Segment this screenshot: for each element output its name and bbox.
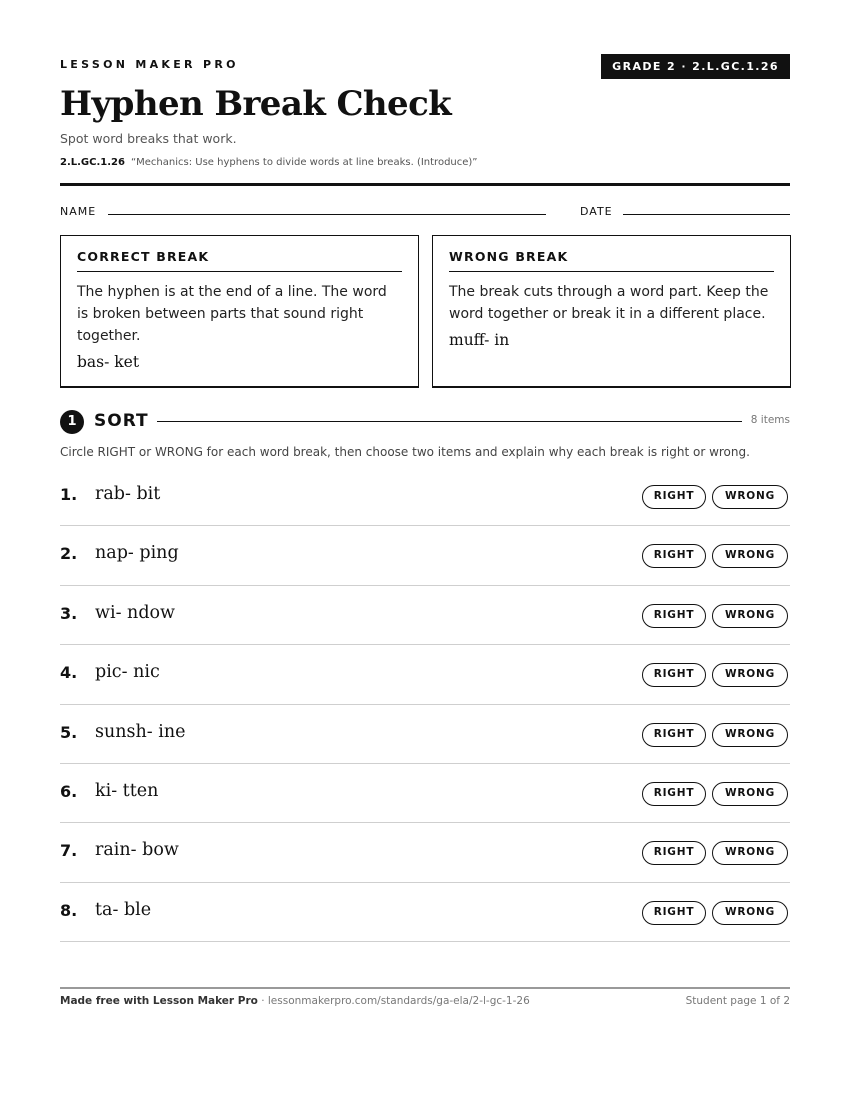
name-field[interactable]: [108, 214, 546, 215]
item-word: pic- nic: [95, 662, 160, 683]
right-choice[interactable]: RIGHT: [642, 485, 706, 509]
wrong-choice[interactable]: WRONG: [712, 901, 788, 925]
right-choice[interactable]: RIGHT: [642, 544, 706, 568]
item-number: 3.: [60, 603, 78, 623]
list-item: [60, 705, 790, 764]
page-subtitle: Spot word breaks that work.: [60, 131, 237, 146]
section-number-badge: 1: [60, 410, 84, 434]
item-number: 6.: [60, 781, 78, 801]
list-item: [60, 467, 790, 526]
page-title: Hyphen Break Check: [60, 84, 452, 124]
wrong-choice[interactable]: WRONG: [712, 544, 788, 568]
item-number: 2.: [60, 544, 78, 564]
instructions: Circle RIGHT or WRONG for each word break, then choose two items and explain why each break is right or wrong.: [60, 445, 750, 459]
list-item: [60, 586, 790, 645]
wrong-choice[interactable]: WRONG: [712, 604, 788, 628]
wrong-choice[interactable]: WRONG: [712, 841, 788, 865]
wrong-choice[interactable]: WRONG: [712, 782, 788, 806]
item-number: 7.: [60, 841, 78, 861]
item-number: 1.: [60, 485, 78, 504]
list-item: [60, 645, 790, 704]
item-word: nap- ping: [95, 543, 179, 564]
item-word: ta- ble: [95, 899, 152, 920]
date-field[interactable]: [623, 214, 790, 215]
wrong-choice[interactable]: WRONG: [712, 663, 788, 687]
right-choice[interactable]: RIGHT: [642, 604, 706, 628]
wrong-choice[interactable]: WRONG: [712, 485, 788, 509]
standard-code: 2.L.GC.1.26: [60, 157, 125, 168]
item-word: wi- ndow: [95, 602, 176, 623]
item-number: 5.: [60, 722, 78, 742]
card-title: WRONG BREAK: [449, 249, 774, 272]
item-word: rain- bow: [95, 840, 179, 861]
header-divider: [60, 183, 790, 186]
date-label: DATE: [580, 205, 613, 218]
card-text: The break cuts through a word part. Keep the word together or break it in a different place.: [449, 284, 769, 322]
standard-line: [60, 157, 478, 168]
right-choice[interactable]: RIGHT: [642, 782, 706, 806]
right-choice[interactable]: RIGHT: [642, 663, 706, 687]
item-list: [60, 467, 790, 942]
correct-break-card: [60, 235, 419, 388]
brand-name: LESSON MAKER PRO: [60, 58, 239, 71]
list-item: [60, 823, 790, 882]
card-text: The hyphen is at the end of a line. The word is broken between parts that sound right together.: [77, 284, 387, 344]
right-choice[interactable]: RIGHT: [642, 841, 706, 865]
right-choice[interactable]: RIGHT: [642, 723, 706, 747]
card-example: muff- in: [449, 331, 510, 349]
standard-text: “Mechanics: Use hyphens to divide words at line breaks. (Introduce)”: [130, 157, 478, 168]
list-item: [60, 764, 790, 823]
card-title: CORRECT BREAK: [77, 249, 402, 272]
right-choice[interactable]: RIGHT: [642, 901, 706, 925]
item-word: rab- bit: [95, 484, 161, 504]
wrong-break-card: [432, 235, 791, 388]
page-indicator: Student page 1 of 2: [685, 995, 790, 1007]
card-example: bas- ket: [77, 353, 140, 371]
wrong-choice[interactable]: WRONG: [712, 723, 788, 747]
item-number: 4.: [60, 663, 78, 683]
item-count: 8 items: [750, 414, 790, 426]
list-item: [60, 526, 790, 585]
item-word: sunsh- ine: [95, 721, 186, 742]
section-divider: [157, 421, 742, 422]
section-header: [60, 409, 790, 433]
footer-credit: [60, 995, 530, 1007]
name-label: NAME: [60, 205, 97, 218]
footer-made-with: Made free with Lesson Maker Pro: [60, 995, 258, 1007]
footer-divider: [60, 987, 790, 989]
section-title: SORT: [94, 411, 149, 431]
list-item: [60, 883, 790, 942]
grade-badge: GRADE 2 · 2.L.GC.1.26: [601, 54, 790, 79]
item-number: 8.: [60, 900, 78, 920]
footer-url[interactable]: · lessonmakerpro.com/standards/ga-ela/2-l-gc-1-26: [261, 995, 530, 1007]
item-word: ki- tten: [95, 780, 159, 801]
